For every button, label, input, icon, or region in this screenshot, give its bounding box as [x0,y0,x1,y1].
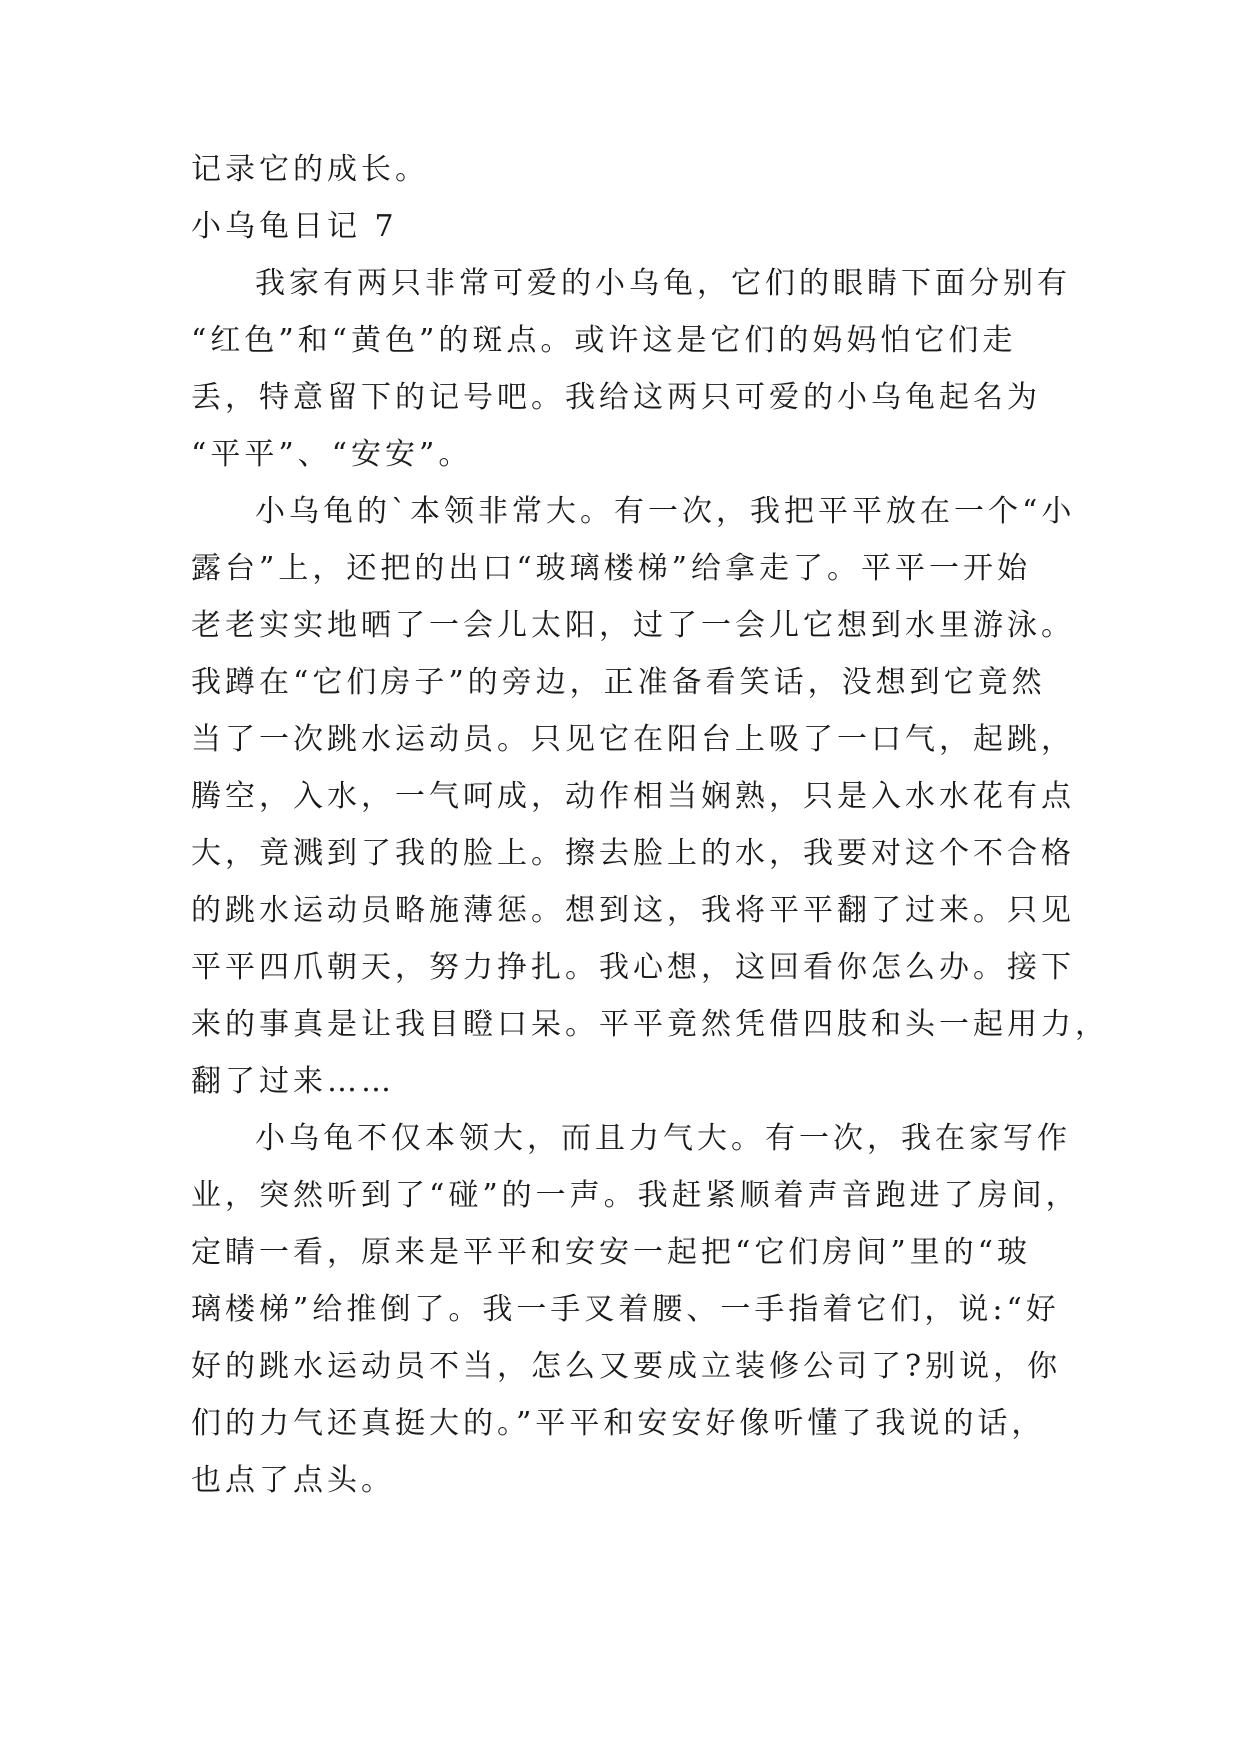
paragraph-line: 也点了点头。 [191,1463,395,1498]
paragraph-line: 老老实实地晒了一会儿太阳，过了一会儿它想到水里游泳。 [191,608,1075,643]
paragraph-line: 翻了过来…… [191,1064,395,1099]
paragraph-line: “红色”和“黄色”的斑点。或许这是它们的妈妈怕它们走 [191,323,1017,358]
paragraph-line: 来的事真是让我目瞪口呆。平平竟然凭借四肢和头一起用力， [191,1007,1109,1042]
paragraph-line: 小乌龟的`本领非常大。有一次，我把平平放在一个“小 [255,494,1076,529]
paragraph-line: 我家有两只非常可爱的小乌龟，它们的眼睛下面分别有 [255,266,1071,301]
paragraph-line: 们的力气还真挺大的。”平平和安安好像听懂了我说的话， [191,1406,1046,1441]
section-title: 小乌龟日记 7 [191,209,398,244]
text-line: 记录它的成长。 [191,152,429,187]
paragraph-line: 我蹲在“它们房子”的旁边，正准备看笑话，没想到它竟然 [191,665,1046,700]
paragraph-line: 丢，特意留下的记号吧。我给这两只可爱的小乌龟起名为 [191,380,1041,415]
paragraph-line: 璃楼梯”给推倒了。我一手叉着腰、一手指着它们，说:“好 [191,1292,1060,1327]
paragraph-line: 大，竟溅到了我的脸上。擦去脸上的水，我要对这个不合格 [191,836,1075,871]
paragraph-line: 的跳水运动员略施薄惩。想到这，我将平平翻了过来。只见 [191,893,1075,928]
paragraph-line: 腾空，入水，一气呵成，动作相当娴熟，只是入水水花有点 [191,779,1075,814]
paragraph-line: 平平四爪朝天，努力挣扎。我心想，这回看你怎么办。接下 [191,950,1075,985]
paragraph-line: 业，突然听到了“碰”的一声。我赶紧顺着声音跑进了房间， [191,1178,1080,1213]
paragraph-line: 小乌龟不仅本领大，而且力气大。有一次，我在家写作 [255,1121,1071,1156]
paragraph-line: 露台”上，还把的出口“玻璃楼梯”给拿走了。平平一开始 [191,551,1032,586]
paragraph-line: 好的跳水运动员不当，怎么又要成立装修公司了?别说，你 [191,1349,1062,1384]
paragraph-line: “平平”、“安安”。 [191,437,473,472]
paragraph-line: 当了一次跳水运动员。只见它在阳台上吸了一口气，起跳， [191,722,1075,757]
paragraph-line: 定睛一看，原来是平平和安安一起把“它们房间”里的“玻 [191,1235,1032,1270]
